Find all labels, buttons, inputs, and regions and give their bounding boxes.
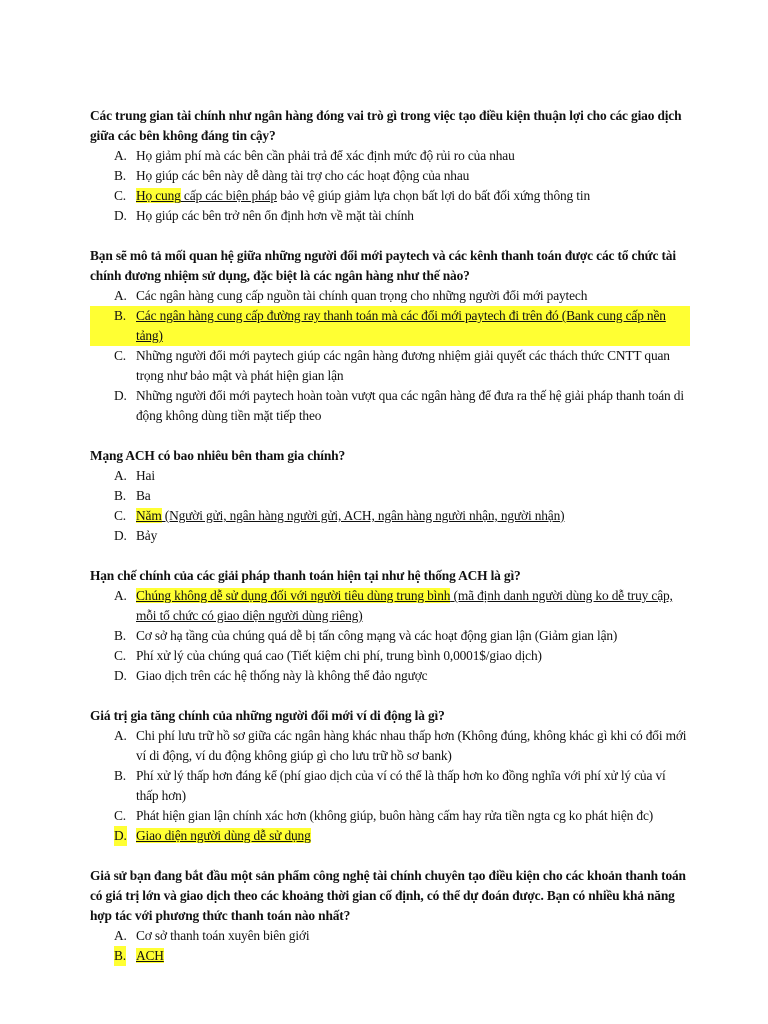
- question-4: [90, 566, 690, 686]
- question-text: Giá trị gia tăng chính của những người đổi mới ví di động là gì?: [90, 708, 445, 723]
- answer-option-correct: [90, 306, 690, 346]
- option-letter: B.: [114, 168, 126, 183]
- question-text: Mạng ACH có bao nhiêu bên tham gia chính?: [90, 448, 346, 463]
- highlighted-answer: Giao diện người dùng dễ sử dụng: [136, 828, 311, 843]
- option-text: Giao dịch trên các hệ thống này là không thể đảo ngược: [136, 668, 428, 683]
- answer-option: [90, 286, 690, 306]
- answer-option: [90, 646, 690, 666]
- question-1: [90, 106, 690, 226]
- option-letter: D.: [114, 208, 127, 223]
- option-letter: A.: [114, 728, 127, 743]
- answer-option: [90, 806, 690, 826]
- option-letter: C.: [114, 188, 126, 203]
- highlighted-answer: Năm: [136, 508, 162, 523]
- answer-list: [90, 726, 690, 846]
- highlighted-answer: Chúng không dễ sử dụng đối với người tiêu dùng trung bình: [136, 588, 451, 603]
- option-letter: B.: [114, 308, 126, 323]
- option-text: Hai: [136, 468, 155, 483]
- answer-option: [90, 206, 690, 226]
- answer-list: [90, 926, 690, 966]
- underlined-text: cấp các biện pháp: [180, 188, 277, 203]
- answer-list: [90, 286, 690, 426]
- underlined-text: (Người gửi, ngân hàng người gửi, ACH, ngân hàng người nhận, người nhận): [161, 508, 565, 523]
- answer-option-correct: [90, 946, 690, 966]
- answer-option: [90, 926, 690, 946]
- option-letter: D.: [114, 668, 127, 683]
- option-letter: A.: [114, 588, 127, 603]
- option-letter: D.: [114, 528, 127, 543]
- option-text: Các ngân hàng cung cấp nguồn tài chính quan trọng cho những người đổi mới paytech: [136, 288, 588, 303]
- option-letter: A.: [114, 928, 127, 943]
- option-text: Phát hiện gian lận chính xác hơn (không giúp, buôn hàng cấm hay rửa tiền ngta cg ko phát hiện đc): [136, 808, 654, 823]
- answer-option: [90, 146, 690, 166]
- option-letter: C.: [114, 808, 126, 823]
- answer-option: [90, 346, 690, 386]
- option-text: Những người đổi mới paytech giúp các ngân hàng đương nhiệm giải quyết các thách thức CNTT quan trọng như bảo mật và phát hiện gian lận: [136, 348, 670, 383]
- underlined-text: (mã định danh người dùng ko dễ truy cập, mỗi tổ chức có giao diện người dùng riêng): [136, 588, 673, 623]
- question-5: [90, 706, 690, 846]
- option-letter: C.: [114, 648, 126, 663]
- option-text: Bảy: [136, 528, 158, 543]
- option-letter: A.: [114, 288, 127, 303]
- option-letter: C.: [114, 348, 126, 363]
- highlighted-answer: Họ cung: [136, 188, 181, 203]
- option-text: Những người đổi mới paytech hoàn toàn vượt qua các ngân hàng để đưa ra thế hệ giải pháp thanh toán di động không dùng tiền mặt tiếp theo: [136, 388, 684, 423]
- answer-option-correct: [90, 586, 690, 626]
- option-text: Cơ sở hạ tầng của chúng quá dễ bị tấn công mạng và các hoạt động gian lận (Giảm gian lận): [136, 628, 618, 643]
- question-2: [90, 246, 690, 426]
- answer-option: [90, 466, 690, 486]
- option-text: Ba: [136, 488, 151, 503]
- highlighted-answer: Các ngân hàng cung cấp đường ray thanh toán mà các đổi mới paytech đi trên đó (Bank cung cấp nền tảng): [136, 308, 666, 343]
- highlighted-answer: ACH: [136, 948, 164, 963]
- question-text: Bạn sẽ mô tả mối quan hệ giữa những người đổi mới paytech và các kênh thanh toán được các tổ chức tài chính đương nhiệm sử dụng, đặc biệt là các ngân hàng như thế nào?: [90, 248, 676, 283]
- option-text: Họ giảm phí mà các bên cần phải trả để xác định mức độ rủi ro của nhau: [136, 148, 515, 163]
- option-letter: A.: [114, 148, 127, 163]
- option-letter: B.: [114, 488, 126, 503]
- answer-option: [90, 526, 690, 546]
- option-letter: B.: [114, 768, 126, 783]
- option-text: Cơ sở thanh toán xuyên biên giới: [136, 928, 310, 943]
- answer-option-correct: [90, 826, 690, 846]
- question-text: Các trung gian tài chính như ngân hàng đóng vai trò gì trong việc tạo điều kiện thuận lợi cho các giao dịch giữa các bên không đáng tin cậy?: [90, 108, 682, 143]
- option-letter: B.: [114, 628, 126, 643]
- answer-option-correct: [90, 186, 690, 206]
- option-letter: C.: [114, 508, 126, 523]
- option-text: Phí xử lý của chúng quá cao (Tiết kiệm chi phí, trung bình 0,0001$/giao dịch): [136, 648, 542, 663]
- question-text: Giả sử bạn đang bắt đầu một sản phẩm công nghệ tài chính chuyên tạo điều kiện cho các khoản thanh toán có giá trị lớn và giao dịch theo các khoảng thời gian cố định, có thể dự đoán được. Bạn có nhiều khả năng hợp tác với phương thức thanh toán nào nhất?: [90, 868, 686, 923]
- option-text: bảo vệ giúp giảm lựa chọn bất lợi do bất đối xứng thông tin: [276, 188, 590, 203]
- option-text: Phí xử lý thấp hơn đáng kể (phí giao dịch của ví có thể là thấp hơn ko đồng nghĩa với phí xử lý của ví thấp hơn): [136, 768, 666, 803]
- answer-list: [90, 586, 690, 686]
- option-letter: B.: [114, 946, 126, 966]
- answer-option: [90, 666, 690, 686]
- answer-list: [90, 146, 690, 226]
- answer-option: [90, 386, 690, 426]
- question-6: [90, 866, 690, 966]
- option-letter: D.: [114, 826, 127, 846]
- option-text: Chi phí lưu trữ hồ sơ giữa các ngân hàng khác nhau thấp hơn (Không đúng, không khác gì khi có đổi mới ví di động, ví du động không giúp gì cho lưu trữ hồ sơ bank): [136, 728, 687, 763]
- option-letter: A.: [114, 468, 127, 483]
- option-text: Họ giúp các bên này dễ dàng tài trợ cho các hoạt động của nhau: [136, 168, 470, 183]
- option-letter: D.: [114, 388, 127, 403]
- answer-option-correct: [90, 506, 690, 526]
- answer-option: [90, 726, 690, 766]
- answer-option: [90, 166, 690, 186]
- question-text: Hạn chế chính của các giải pháp thanh toán hiện tại như hệ thống ACH là gì?: [90, 568, 521, 583]
- option-text: Họ giúp các bên trở nên ổn định hơn về mặt tài chính: [136, 208, 414, 223]
- answer-option: [90, 486, 690, 506]
- answer-option: [90, 766, 690, 806]
- document-page: [90, 106, 690, 986]
- answer-option: [90, 626, 690, 646]
- question-3: [90, 446, 690, 546]
- answer-list: [90, 466, 690, 546]
